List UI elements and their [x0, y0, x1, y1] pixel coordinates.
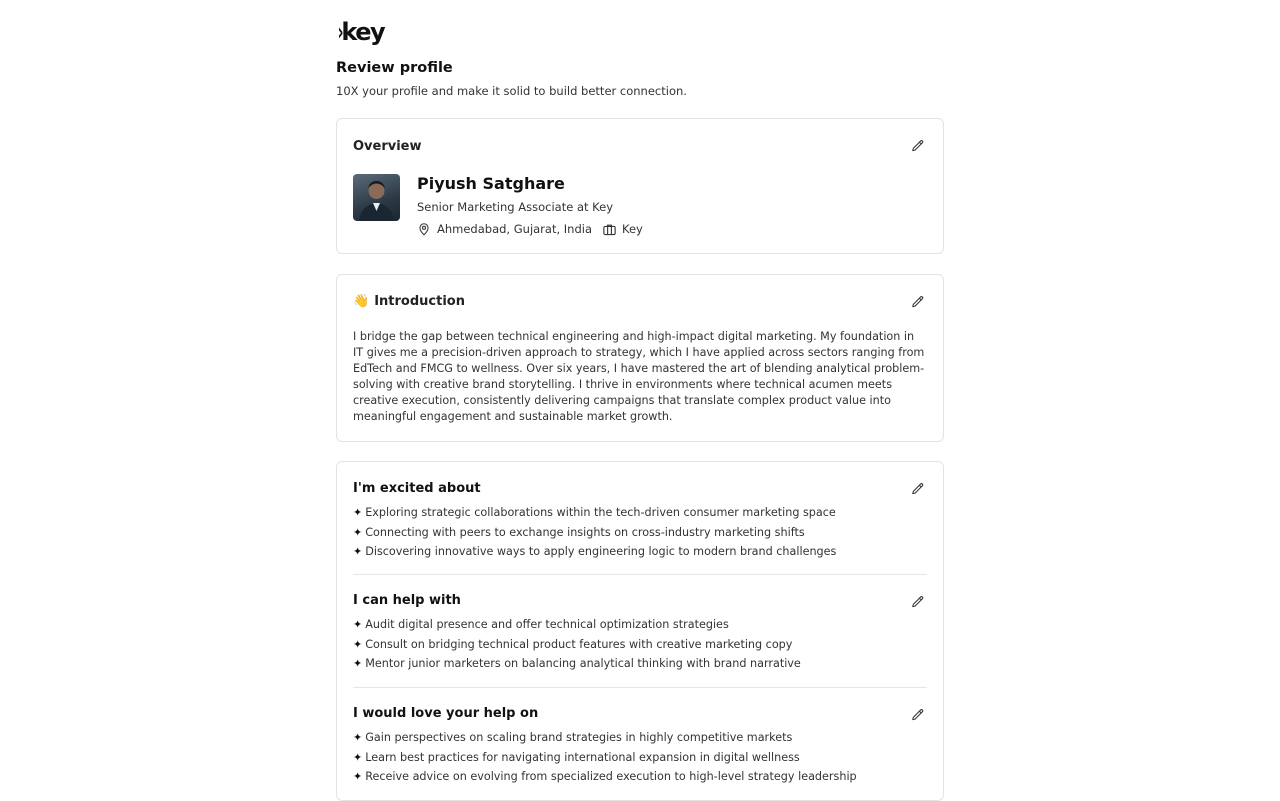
list-item: ✦ Mentor junior marketers on balancing analytical thinking with brand narrative — [353, 657, 801, 670]
help-with-section — [353, 593, 927, 674]
introduction-card — [336, 274, 944, 442]
edit-introduction-button[interactable] — [909, 293, 927, 311]
introduction-heading: Introduction — [374, 294, 465, 309]
briefcase-icon — [602, 221, 618, 237]
edit-help-with-button[interactable] — [909, 593, 927, 611]
sparkle-icon: ✦ — [353, 506, 363, 519]
love-help-heading: I would love your help on — [353, 706, 539, 721]
profile-meta — [417, 221, 643, 237]
overview-card — [336, 118, 944, 254]
waving-hand-icon: 👋 — [353, 294, 370, 309]
overview-heading: Overview — [353, 139, 422, 154]
profile-role: Senior Marketing Associate at Key — [417, 200, 613, 214]
list-item: ✦ Receive advice on evolving from specialized execution to high-level strategy leadership — [353, 770, 857, 783]
list-item: ✦ Consult on bridging technical product features with creative marketing copy — [353, 637, 793, 651]
map-pin-icon — [417, 221, 433, 237]
pencil-icon — [911, 482, 925, 496]
divider — [353, 574, 927, 575]
pencil-icon — [911, 595, 925, 609]
pencil-icon — [911, 139, 925, 153]
sparkle-icon: ✦ — [353, 637, 363, 651]
pencil-icon — [911, 708, 925, 722]
list-item: ✦ Connecting with peers to exchange insights on cross-industry marketing shifts — [353, 525, 805, 539]
edit-excited-button[interactable] — [909, 480, 927, 498]
sparkle-icon: ✦ — [353, 618, 363, 631]
excited-section — [353, 481, 927, 562]
introduction-heading-row — [353, 294, 465, 309]
help-with-heading: I can help with — [353, 593, 461, 608]
sparkle-icon: ✦ — [353, 657, 363, 670]
page-subtitle: 10X your profile and make it solid to build better connection. — [336, 84, 687, 98]
profile-location: Ahmedabad, Gujarat, India — [437, 222, 592, 236]
divider — [353, 687, 927, 688]
sparkle-icon: ✦ — [353, 525, 363, 539]
profile-name: Piyush Satghare — [417, 174, 565, 193]
edit-overview-button[interactable] — [909, 137, 927, 155]
avatar — [353, 174, 400, 221]
interests-card — [336, 461, 944, 801]
list-item: ✦ Gain perspectives on scaling brand strategies in highly competitive markets — [353, 731, 793, 744]
love-help-section — [353, 706, 927, 787]
sparkle-icon: ✦ — [353, 750, 363, 764]
excited-list — [353, 503, 927, 562]
page-title: Review profile — [336, 60, 453, 76]
introduction-text: I bridge the gap between technical engineering and high-impact digital marketing. My foundation in IT gives me a precision-driven approach to strategy, which I have applied across sectors ranging from EdTech and FMCG to wellness. Over six years, I have mastered the art of blending analytical problem-solving with creative brand storytelling. I thrive in environments where technical acumen meets creative execution, consistently delivering campaigns that translate complex product value into meaningful engagement and sustainable market growth. — [353, 330, 925, 423]
edit-love-help-button[interactable] — [909, 706, 927, 724]
sparkle-icon: ✦ — [353, 770, 363, 783]
help-with-list — [353, 615, 927, 674]
list-item: ✦ Discovering innovative ways to apply engineering logic to modern brand challenges — [353, 545, 837, 558]
profile-company: Key — [622, 222, 643, 236]
pencil-icon — [911, 295, 925, 309]
sparkle-icon: ✦ — [353, 731, 363, 744]
love-help-list — [353, 728, 927, 787]
excited-heading: I'm excited about — [353, 481, 481, 496]
list-item: ✦ Exploring strategic collaborations within the tech-driven consumer marketing space — [353, 506, 836, 519]
key-logo[interactable]: ›key — [337, 18, 385, 46]
list-item: ✦ Audit digital presence and offer technical optimization strategies — [353, 618, 729, 631]
sparkle-icon: ✦ — [353, 545, 363, 558]
list-item: ✦ Learn best practices for navigating international expansion in digital wellness — [353, 750, 800, 764]
